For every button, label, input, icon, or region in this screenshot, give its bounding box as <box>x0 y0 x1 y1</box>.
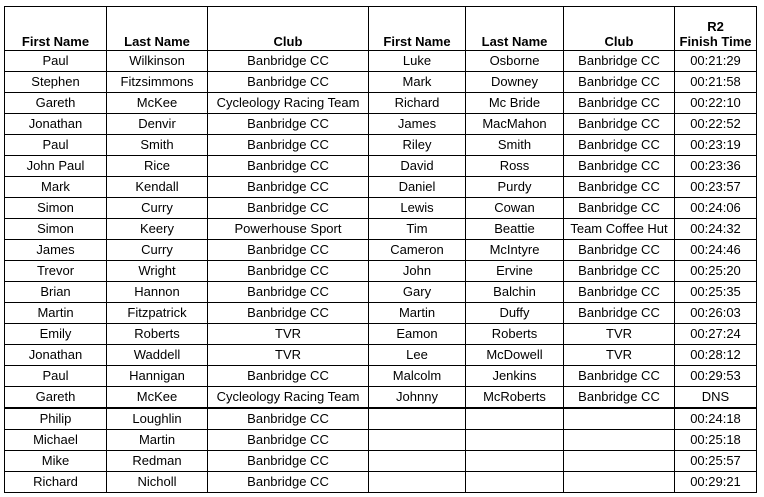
table-row <box>5 387 757 409</box>
cell-club-1: Cycleology Racing Team <box>208 387 369 409</box>
table-row <box>5 261 757 282</box>
cell-last-name-2: McIntyre <box>466 240 564 261</box>
table-row <box>5 324 757 345</box>
table-body <box>5 51 757 493</box>
cell-first-name-2: Mark <box>369 72 466 93</box>
cell-first-name-2: David <box>369 156 466 177</box>
cell-club-2: Banbridge CC <box>564 261 675 282</box>
cell-last-name-1: McKee <box>107 387 208 409</box>
cell-first-name-2: Daniel <box>369 177 466 198</box>
cell-last-name-2: McDowell <box>466 345 564 366</box>
cell-first-name-2: Richard <box>369 93 466 114</box>
cell-first-name-2: Eamon <box>369 324 466 345</box>
cell-last-name-2: Mc Bride <box>466 93 564 114</box>
cell-finish-time: 00:25:57 <box>675 451 757 472</box>
cell-last-name-2: Roberts <box>466 324 564 345</box>
table-row <box>5 93 757 114</box>
cell-first-name-2: Cameron <box>369 240 466 261</box>
cell-club-1: Banbridge CC <box>208 114 369 135</box>
cell-last-name-2: McRoberts <box>466 387 564 409</box>
header-last-name-2: Last Name <box>466 7 564 51</box>
cell-first-name-2: Gary <box>369 282 466 303</box>
header-club-1: Club <box>208 7 369 51</box>
cell-club-1: Banbridge CC <box>208 72 369 93</box>
cell-club-2 <box>564 472 675 493</box>
cell-first-name-2: Malcolm <box>369 366 466 387</box>
header-last-name-1: Last Name <box>107 7 208 51</box>
cell-last-name-1: Wright <box>107 261 208 282</box>
cell-first-name-2 <box>369 408 466 430</box>
cell-finish-time: 00:28:12 <box>675 345 757 366</box>
cell-last-name-1: Waddell <box>107 345 208 366</box>
cell-last-name-1: Curry <box>107 240 208 261</box>
header-first-name-1: First Name <box>5 7 107 51</box>
cell-last-name-1: Denvir <box>107 114 208 135</box>
table-row <box>5 240 757 261</box>
cell-club-2: Banbridge CC <box>564 72 675 93</box>
cell-finish-time: DNS <box>675 387 757 409</box>
cell-last-name-2: Cowan <box>466 198 564 219</box>
cell-club-2: Banbridge CC <box>564 240 675 261</box>
cell-club-2: Banbridge CC <box>564 387 675 409</box>
cell-last-name-1: Redman <box>107 451 208 472</box>
cell-last-name-2 <box>466 472 564 493</box>
cell-club-2: Banbridge CC <box>564 177 675 198</box>
cell-club-2 <box>564 451 675 472</box>
table-row <box>5 366 757 387</box>
cell-first-name-1: Trevor <box>5 261 107 282</box>
cell-club-2: Banbridge CC <box>564 135 675 156</box>
cell-first-name-1: Simon <box>5 219 107 240</box>
cell-club-1: Banbridge CC <box>208 135 369 156</box>
cell-first-name-2: Tim <box>369 219 466 240</box>
cell-first-name-2: Lee <box>369 345 466 366</box>
table-row <box>5 198 757 219</box>
cell-first-name-2 <box>369 451 466 472</box>
results-table <box>4 6 757 493</box>
cell-last-name-2: Ervine <box>466 261 564 282</box>
cell-last-name-2: Downey <box>466 72 564 93</box>
cell-last-name-1: McKee <box>107 93 208 114</box>
header-club-2: Club <box>564 7 675 51</box>
cell-club-1: Banbridge CC <box>208 51 369 72</box>
cell-finish-time: 00:22:52 <box>675 114 757 135</box>
table-row <box>5 282 757 303</box>
cell-club-1: Banbridge CC <box>208 472 369 493</box>
table-row <box>5 114 757 135</box>
cell-last-name-2 <box>466 430 564 451</box>
cell-last-name-2: Purdy <box>466 177 564 198</box>
table-row <box>5 177 757 198</box>
cell-finish-time: 00:25:35 <box>675 282 757 303</box>
cell-last-name-1: Curry <box>107 198 208 219</box>
cell-first-name-2 <box>369 430 466 451</box>
cell-finish-time: 00:22:10 <box>675 93 757 114</box>
cell-finish-time: 00:24:32 <box>675 219 757 240</box>
cell-club-1: Banbridge CC <box>208 303 369 324</box>
cell-first-name-1: Stephen <box>5 72 107 93</box>
table-row <box>5 451 757 472</box>
cell-finish-time: 00:23:19 <box>675 135 757 156</box>
cell-last-name-1: Fitzpatrick <box>107 303 208 324</box>
cell-last-name-2: Ross <box>466 156 564 177</box>
cell-club-2 <box>564 408 675 430</box>
cell-first-name-1: Brian <box>5 282 107 303</box>
cell-first-name-1: Simon <box>5 198 107 219</box>
cell-last-name-2: Osborne <box>466 51 564 72</box>
cell-club-2: Banbridge CC <box>564 366 675 387</box>
table-row <box>5 408 757 430</box>
cell-first-name-2: Luke <box>369 51 466 72</box>
cell-finish-time: 00:23:36 <box>675 156 757 177</box>
cell-first-name-1: James <box>5 240 107 261</box>
cell-last-name-1: Roberts <box>107 324 208 345</box>
cell-first-name-1: Gareth <box>5 387 107 409</box>
cell-last-name-2: Jenkins <box>466 366 564 387</box>
cell-finish-time: 00:24:06 <box>675 198 757 219</box>
cell-first-name-2: Lewis <box>369 198 466 219</box>
cell-club-1: Banbridge CC <box>208 198 369 219</box>
cell-club-1: Banbridge CC <box>208 451 369 472</box>
cell-club-1: Powerhouse Sport <box>208 219 369 240</box>
cell-club-2 <box>564 430 675 451</box>
cell-club-2: Banbridge CC <box>564 51 675 72</box>
cell-first-name-1: Mark <box>5 177 107 198</box>
cell-club-2: TVR <box>564 324 675 345</box>
cell-last-name-2: Duffy <box>466 303 564 324</box>
cell-finish-time: 00:25:20 <box>675 261 757 282</box>
cell-first-name-2 <box>369 472 466 493</box>
cell-finish-time: 00:25:18 <box>675 430 757 451</box>
cell-first-name-1: Jonathan <box>5 114 107 135</box>
cell-club-2: Banbridge CC <box>564 93 675 114</box>
cell-first-name-1: Gareth <box>5 93 107 114</box>
cell-first-name-1: Michael <box>5 430 107 451</box>
cell-first-name-1: Emily <box>5 324 107 345</box>
cell-club-1: Banbridge CC <box>208 282 369 303</box>
cell-first-name-1: Paul <box>5 366 107 387</box>
cell-last-name-1: Rice <box>107 156 208 177</box>
cell-last-name-2: Balchin <box>466 282 564 303</box>
cell-finish-time: 00:24:46 <box>675 240 757 261</box>
cell-first-name-1: Richard <box>5 472 107 493</box>
table-row <box>5 219 757 240</box>
cell-first-name-2: John <box>369 261 466 282</box>
cell-last-name-1: Loughlin <box>107 408 208 430</box>
cell-finish-time: 00:21:58 <box>675 72 757 93</box>
cell-last-name-1: Nicholl <box>107 472 208 493</box>
cell-first-name-2: Riley <box>369 135 466 156</box>
cell-club-1: Banbridge CC <box>208 156 369 177</box>
table-row <box>5 345 757 366</box>
table-row <box>5 72 757 93</box>
cell-club-1: Banbridge CC <box>208 366 369 387</box>
cell-club-2: Banbridge CC <box>564 198 675 219</box>
header-finish-time-label: Finish Time <box>679 34 752 49</box>
cell-last-name-1: Kendall <box>107 177 208 198</box>
cell-last-name-1: Fitzsimmons <box>107 72 208 93</box>
cell-last-name-2: MacMahon <box>466 114 564 135</box>
cell-last-name-2: Smith <box>466 135 564 156</box>
cell-finish-time: 00:21:29 <box>675 51 757 72</box>
cell-finish-time: 00:24:18 <box>675 408 757 430</box>
cell-club-2: Banbridge CC <box>564 282 675 303</box>
cell-first-name-1: Mike <box>5 451 107 472</box>
cell-first-name-1: Jonathan <box>5 345 107 366</box>
header-finish-time <box>675 7 757 51</box>
cell-finish-time: 00:27:24 <box>675 324 757 345</box>
cell-club-1: Banbridge CC <box>208 430 369 451</box>
cell-club-2: Banbridge CC <box>564 156 675 177</box>
cell-last-name-1: Martin <box>107 430 208 451</box>
cell-finish-time: 00:26:03 <box>675 303 757 324</box>
cell-club-1: Banbridge CC <box>208 240 369 261</box>
cell-club-2: Team Coffee Hut <box>564 219 675 240</box>
table-row <box>5 430 757 451</box>
cell-first-name-1: John Paul <box>5 156 107 177</box>
cell-last-name-1: Smith <box>107 135 208 156</box>
cell-club-1: Banbridge CC <box>208 177 369 198</box>
cell-last-name-2 <box>466 451 564 472</box>
table-row <box>5 156 757 177</box>
cell-last-name-1: Hannon <box>107 282 208 303</box>
cell-first-name-1: Philip <box>5 408 107 430</box>
cell-last-name-1: Hannigan <box>107 366 208 387</box>
cell-first-name-2: Johnny <box>369 387 466 409</box>
cell-last-name-1: Wilkinson <box>107 51 208 72</box>
cell-finish-time: 00:23:57 <box>675 177 757 198</box>
cell-club-2: Banbridge CC <box>564 114 675 135</box>
cell-club-1: Banbridge CC <box>208 261 369 282</box>
cell-first-name-2: James <box>369 114 466 135</box>
table-row <box>5 51 757 72</box>
header-first-name-2: First Name <box>369 7 466 51</box>
cell-last-name-2: Beattie <box>466 219 564 240</box>
cell-last-name-1: Keery <box>107 219 208 240</box>
header-round-label: R2 <box>707 19 724 34</box>
cell-club-1: TVR <box>208 324 369 345</box>
cell-finish-time: 00:29:21 <box>675 472 757 493</box>
cell-last-name-2 <box>466 408 564 430</box>
cell-first-name-1: Martin <box>5 303 107 324</box>
table-row <box>5 135 757 156</box>
cell-first-name-2: Martin <box>369 303 466 324</box>
cell-club-1: Cycleology Racing Team <box>208 93 369 114</box>
header-row <box>5 7 757 51</box>
cell-club-1: Banbridge CC <box>208 408 369 430</box>
cell-first-name-1: Paul <box>5 51 107 72</box>
cell-club-2: Banbridge CC <box>564 303 675 324</box>
cell-finish-time: 00:29:53 <box>675 366 757 387</box>
cell-first-name-1: Paul <box>5 135 107 156</box>
cell-club-2: TVR <box>564 345 675 366</box>
table-row <box>5 472 757 493</box>
table-row <box>5 303 757 324</box>
cell-club-1: TVR <box>208 345 369 366</box>
